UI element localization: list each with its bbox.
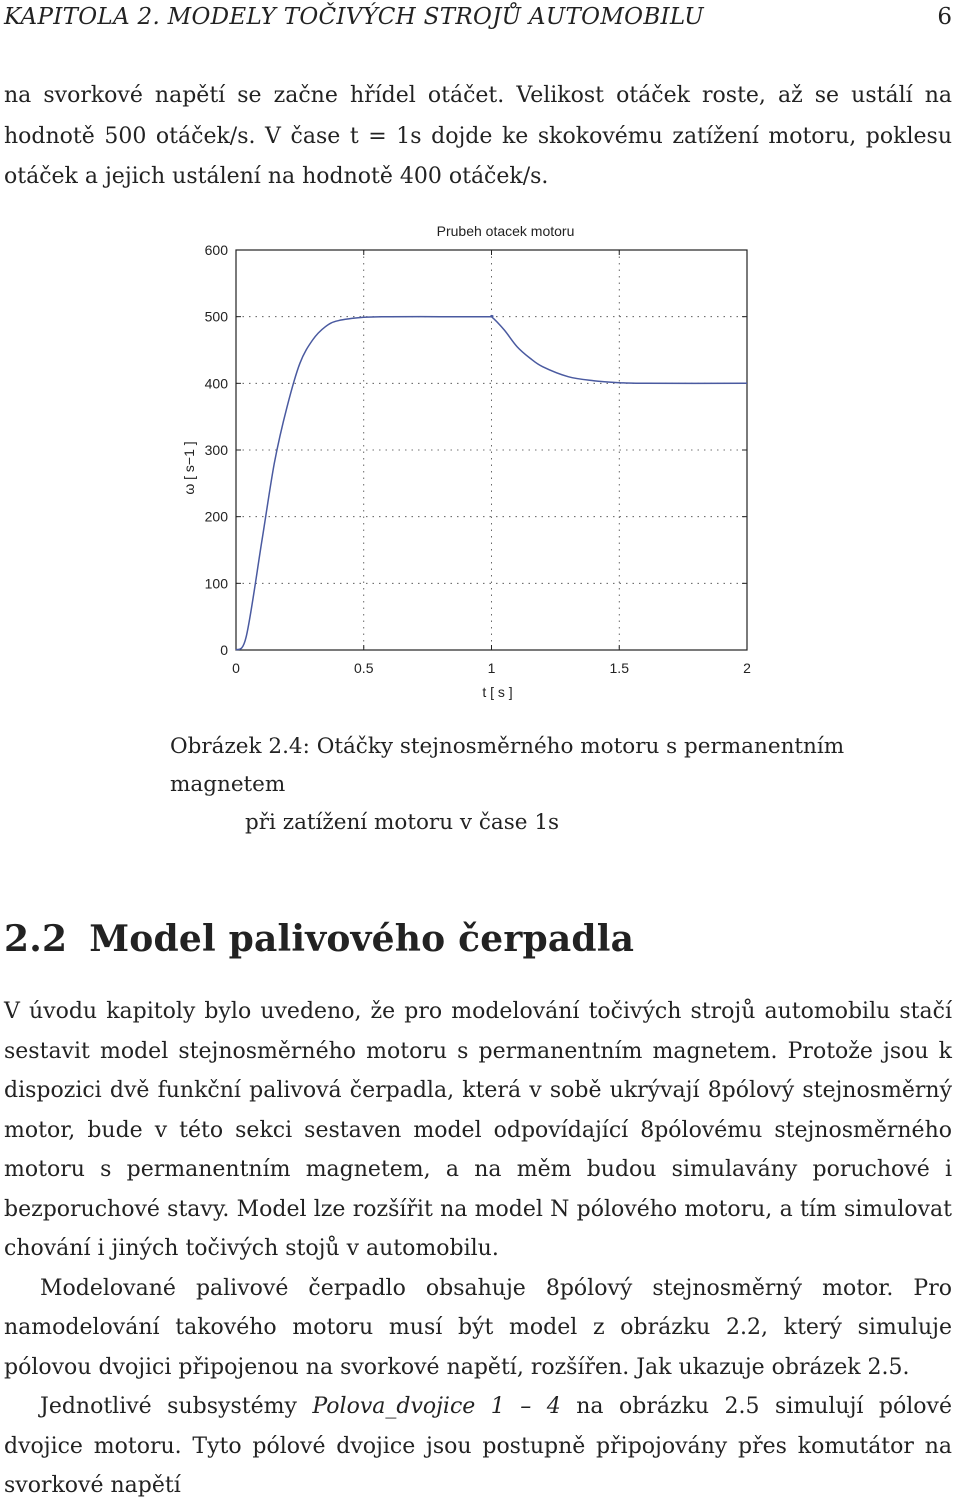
paragraph-3: [4, 1387, 952, 1506]
figure-2-4: [150, 212, 790, 712]
y-tick-label: 0: [220, 642, 228, 658]
x-tick-label: 0.5: [354, 660, 374, 676]
chapter-title: KAPITOLA 2. MODELY TOČIVÝCH STROJŮ AUTOMOBILU: [4, 4, 704, 30]
caption-line-2: při zatížení motoru v čase 1s: [245, 810, 560, 835]
section-heading: [4, 918, 634, 960]
paragraph-3-end: na obrázku 2.5 simulují pólové dvojice motoru. Tyto pólové dvojice jsou postupně připojovány přes komutátor na svorkové napětí: [4, 1394, 952, 1498]
y-tick-label: 300: [204, 442, 228, 458]
section-body: [4, 992, 952, 1506]
chart-title: Prubeh otacek motoru: [436, 223, 575, 239]
speed-chart: [150, 212, 790, 712]
y-tick-label: 400: [204, 375, 228, 392]
series-line: [236, 316, 747, 650]
x-tick-label: 2: [743, 660, 751, 676]
y-tick-label: 600: [204, 242, 228, 258]
paragraph-3-start: Jednotlivé subsystémy: [40, 1394, 313, 1419]
y-tick-label: 500: [204, 308, 228, 325]
y-axis-label: ω [ s−1 ]: [181, 441, 197, 495]
figure-caption: [170, 728, 870, 842]
paragraph-2: Modelované palivové čerpadlo obsahuje 8pólový stejnosměrný motor. Pro namodelování takového motoru musí být model z obrázku 2.2, který simuluje pólovou dvojici připojenou na svorkové napětí, rozšířen. Jak ukazuje obrázek 2.5.: [4, 1275, 952, 1380]
paragraph-1: V úvodu kapitoly bylo uvedeno, že pro modelování točivých strojů automobilu stačí sestavit model stejnosměrného motoru s permanentním magnetem. Protože jsou k dispozici dvě funkční palivová čerpadla, která v sobě ukrývají 8pólový stejnosměrný motor, bude v této sekci sestaven model odpovídající 8pólovému stejnosměrného motoru s permanentním magnetem, a na měm budou simulavány poruchové i bezporuchové stavy. Model lze rozšířit na model N pólového motoru, a tím simulovat chování i jiných točivých stojů v automobilu.: [4, 999, 952, 1261]
x-tick-label: 1.5: [609, 660, 629, 676]
page-number: 6: [937, 4, 952, 30]
intro-text: na svorkové napětí se začne hřídel otáčet. Velikost otáček roste, až se ustálí na hodnotě 500 otáček/s. V čase t = 1s dojde ke skokovému zatížení motoru, poklesu otáček a jejich ustálení na hodnotě 400 otáček/s.: [4, 83, 952, 189]
section-title: Model palivového čerpadla: [89, 918, 635, 960]
section-number: 2.2: [4, 918, 68, 960]
x-tick-label: 1: [487, 660, 496, 676]
page-header: [4, 4, 952, 34]
caption-label: Obrázek 2.4:: [170, 734, 310, 759]
y-tick-label: 200: [204, 508, 228, 525]
x-tick-label: 0: [232, 660, 240, 676]
caption-line-1: Otáčky stejnosměrného motoru s permanentním magnetem: [170, 734, 845, 797]
subsystem-name: Polova_dvojice 1 – 4: [312, 1394, 561, 1419]
intro-paragraph: [4, 76, 952, 198]
y-tick-label: 100: [204, 575, 228, 592]
x-axis-label: t [ s ]: [482, 684, 513, 700]
